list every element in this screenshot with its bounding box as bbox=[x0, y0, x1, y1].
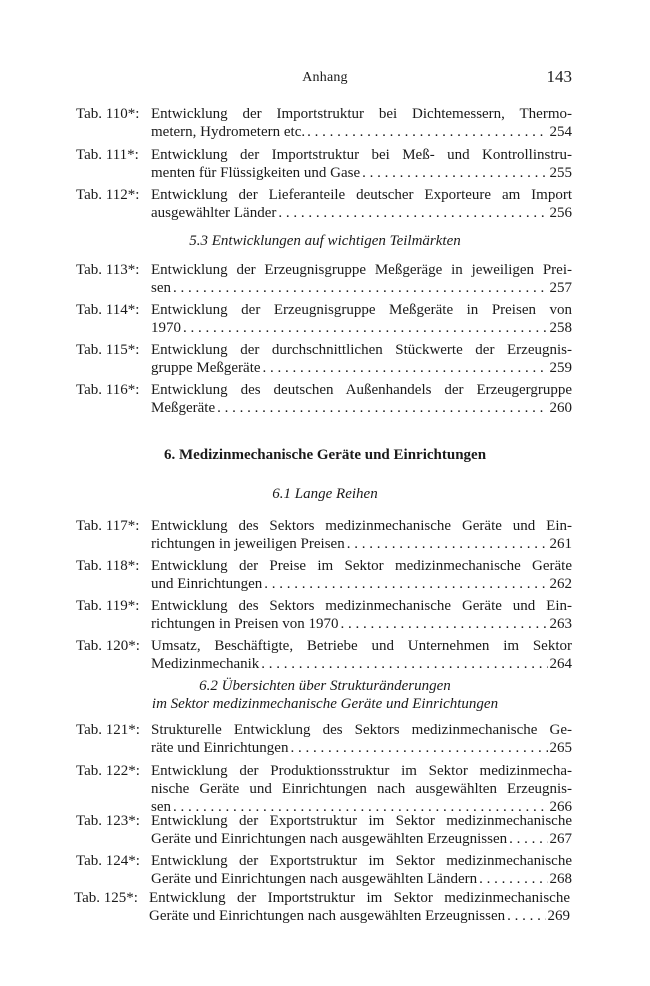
dot-leader bbox=[507, 907, 545, 925]
entry-page-number: 258 bbox=[549, 320, 572, 336]
dot-leader bbox=[340, 615, 547, 633]
toc-entry bbox=[76, 852, 572, 888]
dot-leader bbox=[183, 319, 548, 337]
table-number: Tab. 122*: bbox=[76, 763, 140, 779]
dot-leader bbox=[290, 739, 547, 757]
dot-leader bbox=[217, 399, 547, 417]
entry-line: Geräte und Einrichtungen nach ausgewählten Erzeugnissen bbox=[151, 831, 508, 847]
entry-text bbox=[151, 341, 572, 377]
entry-page-number: 267 bbox=[549, 831, 572, 847]
entry-last-line bbox=[151, 204, 572, 222]
toc-entry bbox=[76, 381, 572, 417]
entry-last-line bbox=[151, 655, 572, 673]
entry-text bbox=[149, 889, 570, 925]
entry-text bbox=[151, 721, 572, 757]
entry-text bbox=[151, 762, 572, 816]
entry-text bbox=[151, 517, 572, 553]
entry-line: Entwicklung der Preise im Sektor medizinmechanische Geräte bbox=[151, 558, 572, 574]
entry-line: Entwicklung des deutschen Außenhandels der Erzeugergruppe bbox=[151, 382, 572, 398]
entry-line: Entwicklung der Importstruktur bei Meß- und Kontrollinstru- bbox=[151, 147, 572, 163]
toc-entry bbox=[76, 517, 572, 553]
entry-last-line bbox=[151, 164, 572, 182]
entry-last-line bbox=[151, 575, 572, 593]
table-number: Tab. 115*: bbox=[76, 342, 140, 358]
entry-last-line bbox=[151, 279, 572, 297]
entry-text bbox=[151, 852, 572, 888]
toc-entry bbox=[76, 301, 572, 337]
dot-leader bbox=[362, 164, 547, 182]
entry-line: Entwicklung der Exportstruktur im Sektor medizinmechanische bbox=[151, 813, 572, 829]
section-heading-6-1: 6.1 Lange Reihen bbox=[272, 486, 378, 502]
page-number: 143 bbox=[546, 67, 572, 86]
entry-line: metern, Hydrometern etc. bbox=[151, 124, 306, 140]
entry-line: Geräte und Einrichtungen nach ausgewählten Erzeugnissen bbox=[149, 908, 506, 924]
dot-leader bbox=[509, 830, 547, 848]
entry-line: ausgewählter Länder bbox=[151, 205, 277, 221]
table-number: Tab. 123*: bbox=[76, 813, 140, 829]
dot-leader bbox=[307, 123, 547, 141]
dot-leader bbox=[173, 279, 548, 297]
entry-line: nische Geräte und Einrichtungen nach ausgewählten Erzeugnis- bbox=[151, 781, 572, 797]
entry-last-line bbox=[151, 739, 572, 757]
entry-last-line bbox=[151, 615, 572, 633]
entry-line: Entwicklung der Importstruktur im Sektor medizinmechanische bbox=[149, 890, 570, 906]
entry-page-number: 256 bbox=[549, 205, 572, 221]
entry-page-number: 268 bbox=[549, 871, 572, 887]
dot-leader bbox=[347, 535, 548, 553]
toc-entry bbox=[76, 341, 572, 377]
entry-line: 1970 bbox=[151, 320, 181, 336]
entry-line: Meßgeräte bbox=[151, 400, 216, 416]
toc-entry bbox=[76, 721, 572, 757]
entry-line: Medizinmechanik bbox=[151, 656, 260, 672]
entry-last-line bbox=[151, 399, 572, 417]
entry-line: menten für Flüssigkeiten und Gase bbox=[151, 165, 361, 181]
dot-leader bbox=[263, 359, 548, 377]
entry-text bbox=[151, 381, 572, 417]
entry-page-number: 255 bbox=[549, 165, 572, 181]
entry-page-number: 263 bbox=[549, 616, 572, 632]
entry-last-line bbox=[151, 870, 572, 888]
entry-page-number: 254 bbox=[549, 124, 572, 140]
entry-line: Entwicklung des Sektors medizinmechanische Geräte und Ein- bbox=[151, 518, 572, 534]
entry-page-number: 269 bbox=[547, 908, 570, 924]
entry-text bbox=[151, 186, 572, 222]
section-heading-6-2-line2: im Sektor medizinmechanische Geräte und Einrichtungen bbox=[151, 696, 499, 712]
entry-line: Strukturelle Entwicklung des Sektors medizinmechanische Ge- bbox=[151, 722, 572, 738]
entry-last-line bbox=[151, 830, 572, 848]
entry-line: Entwicklung der durchschnittlichen Stückwerte der Erzeugnis- bbox=[151, 342, 572, 358]
entry-page-number: 266 bbox=[549, 799, 572, 815]
toc-entry bbox=[76, 597, 572, 633]
entry-line: Umsatz, Beschäftigte, Betriebe und Unternehmen im Sektor bbox=[151, 638, 572, 654]
dot-leader bbox=[278, 204, 547, 222]
entry-page-number: 265 bbox=[549, 740, 572, 756]
table-number: Tab. 116*: bbox=[76, 382, 140, 398]
entry-line: Entwicklung des Sektors medizinmechanische Geräte und Ein- bbox=[151, 598, 572, 614]
table-number: Tab. 124*: bbox=[76, 853, 140, 869]
table-number: Tab. 114*: bbox=[76, 302, 140, 318]
entry-text bbox=[151, 812, 572, 848]
entry-last-line bbox=[151, 123, 572, 141]
entry-last-line bbox=[151, 359, 572, 377]
toc-entry bbox=[76, 812, 572, 848]
entry-page-number: 262 bbox=[549, 576, 572, 592]
entry-line: richtungen in jeweiligen Preisen bbox=[151, 536, 345, 552]
entry-page-number: 259 bbox=[549, 360, 572, 376]
entry-line: sen bbox=[151, 799, 171, 815]
toc-entry bbox=[76, 637, 572, 673]
table-number: Tab. 119*: bbox=[76, 598, 140, 614]
running-header-title: Anhang bbox=[302, 70, 348, 85]
entry-page-number: 257 bbox=[549, 280, 572, 296]
entry-page-number: 261 bbox=[549, 536, 572, 552]
entry-text bbox=[151, 261, 572, 297]
entry-page-number: 260 bbox=[549, 400, 572, 416]
toc-entry bbox=[76, 762, 572, 816]
entry-last-line bbox=[151, 319, 572, 337]
entry-last-line bbox=[151, 535, 572, 553]
entry-line: Entwicklung der Importstruktur bei Dichtemessern, Thermo- bbox=[151, 106, 572, 122]
table-number: Tab. 112*: bbox=[76, 187, 140, 203]
table-number: Tab. 121*: bbox=[76, 722, 140, 738]
dot-leader bbox=[261, 655, 547, 673]
entry-line: Entwicklung der Exportstruktur im Sektor medizinmechanische bbox=[151, 853, 572, 869]
entry-line: Entwicklung der Produktionsstruktur im Sektor medizinmecha- bbox=[151, 763, 572, 779]
entry-line: Entwicklung der Erzeugnisgruppe Meßgeräte in Preisen von bbox=[151, 302, 572, 318]
toc-entry bbox=[76, 146, 572, 182]
entry-line: räte und Einrichtungen bbox=[151, 740, 289, 756]
table-number: Tab. 113*: bbox=[76, 262, 140, 278]
section-heading-6-2-line1: 6.2 Übersichten über Strukturänderungen bbox=[199, 678, 451, 694]
section-heading-5-3: 5.3 Entwicklungen auf wichtigen Teilmärkten bbox=[189, 233, 461, 249]
table-number: Tab. 120*: bbox=[76, 638, 140, 654]
table-number: Tab. 118*: bbox=[76, 558, 140, 574]
entry-line: Geräte und Einrichtungen nach ausgewählten Ländern bbox=[151, 871, 478, 887]
entry-text bbox=[151, 146, 572, 182]
entry-page-number: 264 bbox=[549, 656, 572, 672]
toc-entry bbox=[76, 261, 572, 297]
dot-leader bbox=[479, 870, 547, 888]
entry-line: und Einrichtungen bbox=[151, 576, 263, 592]
entry-text bbox=[151, 557, 572, 593]
entry-text bbox=[151, 597, 572, 633]
table-number: Tab. 111*: bbox=[76, 147, 139, 163]
section-heading-6-2 bbox=[0, 677, 650, 713]
entry-line: Entwicklung der Lieferanteile deutscher Exporteure am Import bbox=[151, 187, 572, 203]
dot-leader bbox=[264, 575, 547, 593]
entry-text bbox=[151, 301, 572, 337]
entry-line: sen bbox=[151, 280, 171, 296]
chapter-heading-6: 6. Medizinmechanische Geräte und Einrichtungen bbox=[163, 447, 487, 463]
entry-line: richtungen in Preisen von 1970 bbox=[151, 616, 339, 632]
toc-entry bbox=[76, 557, 572, 593]
table-number: Tab. 117*: bbox=[76, 518, 140, 534]
toc-entry bbox=[76, 186, 572, 222]
table-number: Tab. 110*: bbox=[76, 106, 140, 122]
entry-line: Entwicklung der Erzeugnisgruppe Meßgeräge in jeweiligen Prei- bbox=[151, 262, 572, 278]
entry-line: gruppe Meßgeräte bbox=[151, 360, 261, 376]
toc-entry bbox=[76, 105, 572, 141]
table-number: Tab. 125*: bbox=[74, 890, 138, 906]
entry-text bbox=[151, 637, 572, 673]
toc-entry bbox=[74, 889, 570, 925]
entry-last-line bbox=[149, 907, 570, 925]
entry-text bbox=[151, 105, 572, 141]
